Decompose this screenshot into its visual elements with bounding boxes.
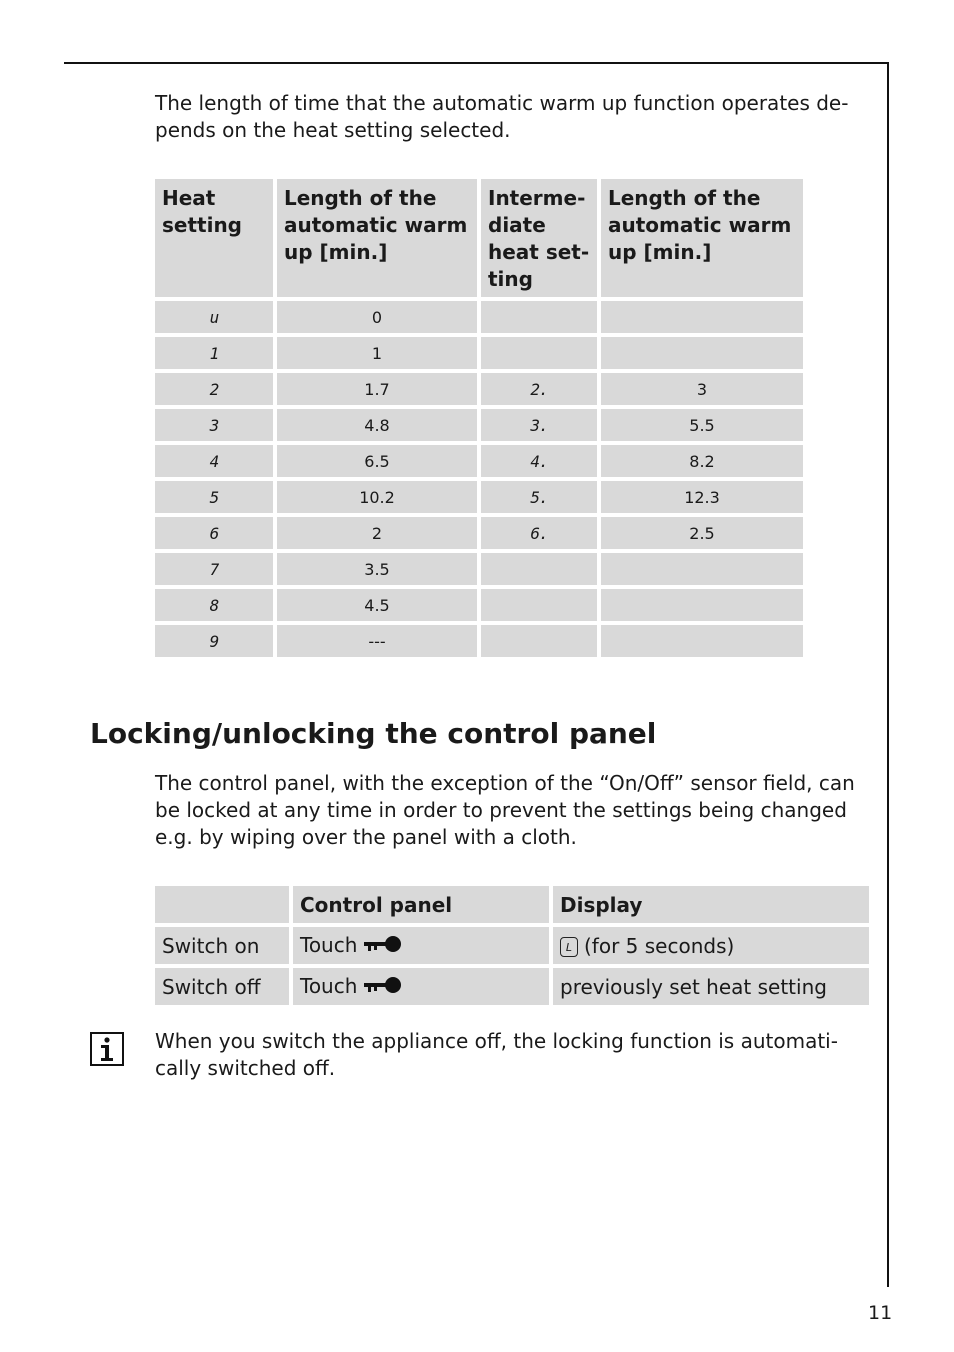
header-heat-setting: Heat setting: [155, 179, 273, 297]
heat-setting-table: [151, 175, 807, 661]
lock-header-empty: [155, 886, 289, 923]
warm-up-length-cell: 3.5: [277, 553, 477, 585]
key-icon: [363, 934, 403, 958]
intermediate-warm-up-cell: [601, 553, 803, 585]
table-row: [155, 481, 803, 513]
info-icon: [90, 1032, 124, 1066]
header-intermediate-setting: Interme-diate heat set-ting: [481, 179, 597, 297]
lock-row-display: [553, 927, 869, 964]
intro-paragraph: The length of time that the automatic warm up function operates de-pends on the heat setting selected.: [155, 91, 849, 142]
intermediate-setting-cell: [481, 337, 597, 369]
display-text: previously set heat setting: [560, 974, 827, 999]
heat-setting-cell: 7: [155, 553, 273, 585]
intermediate-setting-cell: 5.: [481, 481, 597, 513]
heat-setting-cell: 2: [155, 373, 273, 405]
header-intermediate-warm-up-length: Length of the automatic warm up [min.]: [601, 179, 803, 297]
heat-setting-cell: 3: [155, 409, 273, 441]
display-text: (for 5 seconds): [584, 933, 735, 958]
warm-up-length-cell: 4.5: [277, 589, 477, 621]
intermediate-setting-cell: [481, 301, 597, 333]
intermediate-setting-cell: [481, 625, 597, 657]
intermediate-setting-cell: 4.: [481, 445, 597, 477]
info-note: When you switch the appliance off, the locking function is automati-cally switched off.: [155, 1029, 838, 1080]
heat-setting-cell: u: [155, 301, 273, 333]
table-row: [155, 445, 803, 477]
touch-label: Touch: [300, 932, 358, 957]
intermediate-warm-up-cell: 8.2: [601, 445, 803, 477]
lock-header-display: Display: [553, 886, 869, 923]
warm-up-length-cell: 1.7: [277, 373, 477, 405]
intermediate-warm-up-cell: [601, 301, 803, 333]
heat-setting-cell: 9: [155, 625, 273, 657]
lock-row-label: Switch on: [155, 927, 289, 964]
warm-up-length-cell: 10.2: [277, 481, 477, 513]
lock-header-control-panel: Control panel: [293, 886, 549, 923]
table-row: [155, 301, 803, 333]
lock-row-display: [553, 968, 869, 1005]
heat-setting-cell: 4: [155, 445, 273, 477]
header-warm-up-length: Length of the automatic warm up [min.]: [277, 179, 477, 297]
table-row: [155, 373, 803, 405]
intermediate-setting-cell: 6.: [481, 517, 597, 549]
top-rule: [64, 62, 889, 64]
intermediate-warm-up-cell: 5.5: [601, 409, 803, 441]
heat-setting-cell: 8: [155, 589, 273, 621]
lcd-lock-icon: L: [560, 937, 578, 957]
page-number: 11: [868, 1302, 893, 1324]
intermediate-setting-cell: [481, 553, 597, 585]
warm-up-length-cell: ---: [277, 625, 477, 657]
heat-setting-cell: 5: [155, 481, 273, 513]
lock-table-header-row: [155, 886, 869, 923]
table-row: [155, 625, 803, 657]
section-title: Locking/unlocking the control panel: [90, 717, 657, 750]
intermediate-setting-cell: 3.: [481, 409, 597, 441]
right-rule: [887, 62, 889, 1287]
intermediate-warm-up-cell: 2.5: [601, 517, 803, 549]
table-row: [155, 927, 869, 964]
table-row: [155, 589, 803, 621]
lock-row-label: Switch off: [155, 968, 289, 1005]
intermediate-warm-up-cell: [601, 625, 803, 657]
intermediate-warm-up-cell: 3: [601, 373, 803, 405]
touch-label: Touch: [300, 973, 358, 998]
intermediate-warm-up-cell: 12.3: [601, 481, 803, 513]
warm-up-length-cell: 2: [277, 517, 477, 549]
lock-table: [151, 882, 873, 1009]
heat-setting-cell: 6: [155, 517, 273, 549]
heat-setting-cell: 1: [155, 337, 273, 369]
warm-up-length-cell: 1: [277, 337, 477, 369]
warm-up-length-cell: 0: [277, 301, 477, 333]
table-row: [155, 517, 803, 549]
table-row: [155, 553, 803, 585]
intermediate-warm-up-cell: [601, 589, 803, 621]
key-icon: [363, 975, 403, 999]
intermediate-warm-up-cell: [601, 337, 803, 369]
intermediate-setting-cell: [481, 589, 597, 621]
section-paragraph: The control panel, with the exception of the “On/Off” sensor field, can be locked at any time in order to prevent the settings being changed e.g. by wiping over the panel with a cloth.: [155, 771, 855, 849]
lock-row-action: [293, 927, 549, 964]
warm-up-length-cell: 6.5: [277, 445, 477, 477]
table-row: [155, 968, 869, 1005]
intermediate-setting-cell: 2.: [481, 373, 597, 405]
lock-row-action: [293, 968, 549, 1005]
warm-up-length-cell: 4.8: [277, 409, 477, 441]
table-row: [155, 409, 803, 441]
heat-table-header-row: [155, 179, 803, 297]
table-row: [155, 337, 803, 369]
